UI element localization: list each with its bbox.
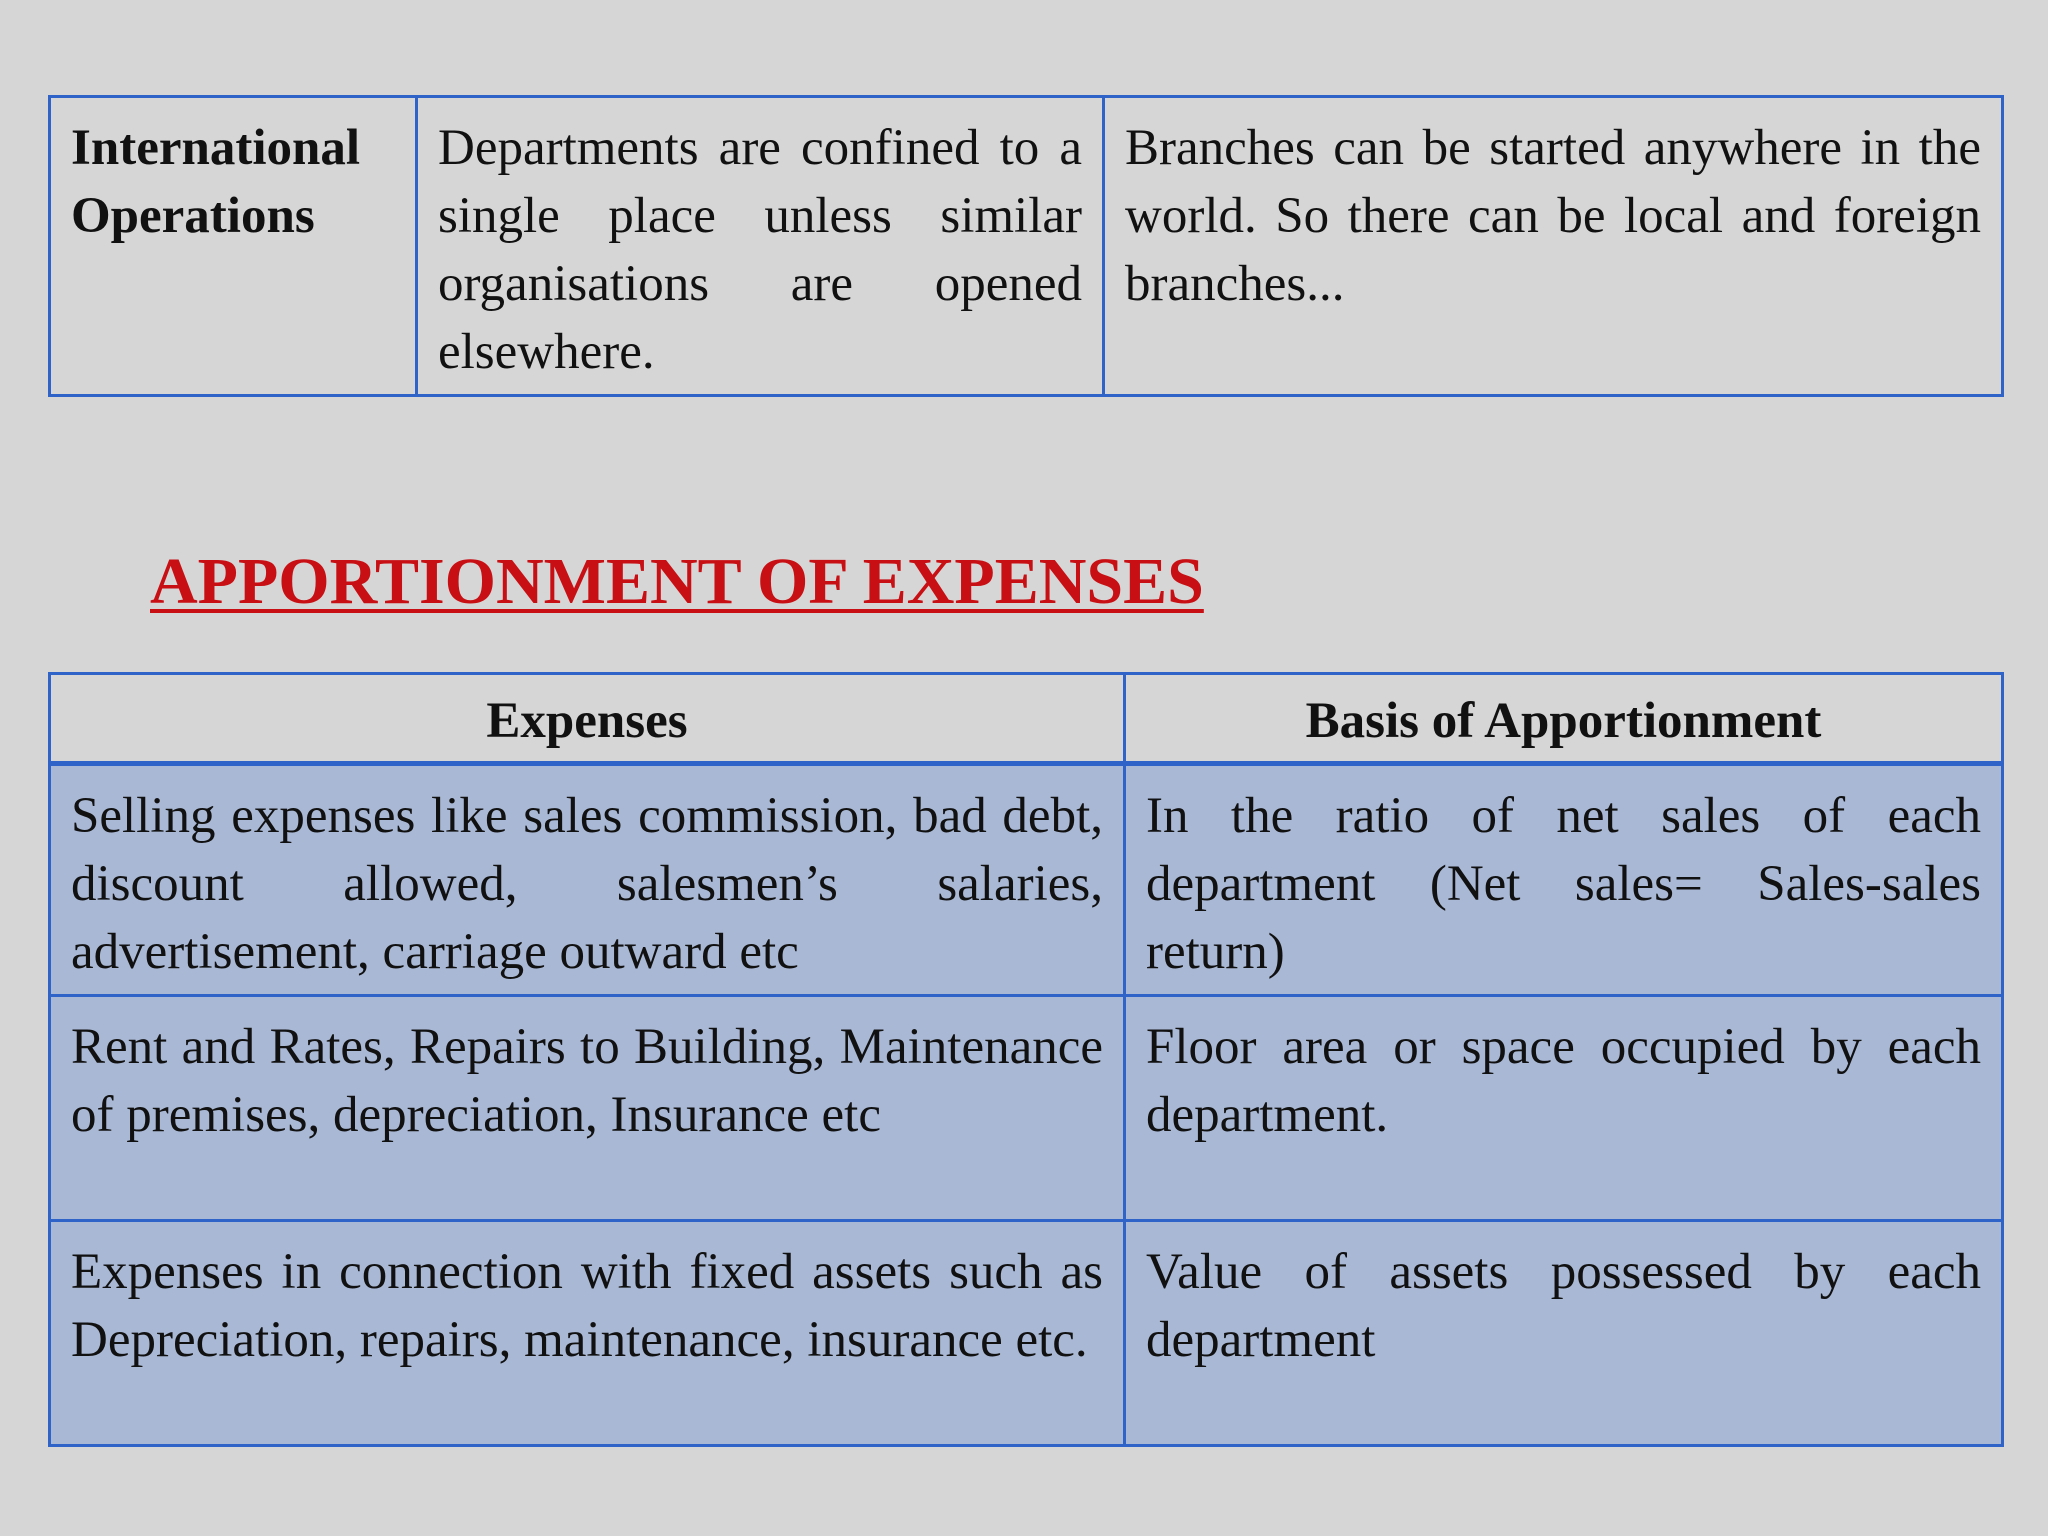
section-heading: APPORTIONMENT OF EXPENSES — [150, 545, 1204, 618]
column-header-basis: Basis of Apportionment — [1125, 674, 2003, 764]
feature-cell: International Operations — [50, 97, 417, 396]
departments-cell: Departments are confined to a single place unless similar organisations are opened elsewhere. — [417, 97, 1104, 396]
comparison-table — [48, 95, 2004, 397]
branches-cell: Branches can be started anywhere in the world. So there can be local and foreign branches... — [1104, 97, 2003, 396]
basis-cell: In the ratio of net sales of each department (Net sales= Sales-sales return) — [1125, 764, 2003, 996]
table-row — [50, 97, 2003, 396]
basis-cell: Value of assets possessed by each department — [1125, 1221, 2003, 1446]
header-row — [50, 674, 2003, 764]
table-row — [50, 1221, 2003, 1446]
basis-cell: Floor area or space occupied by each department. — [1125, 996, 2003, 1221]
expense-cell: Selling expenses like sales commission, bad debt, discount allowed, salesmen’s salaries, advertisement, carriage outward etc — [50, 764, 1125, 996]
expense-cell: Expenses in connection with fixed assets such as Depreciation, repairs, maintenance, insurance etc. — [50, 1221, 1125, 1446]
column-header-expenses: Expenses — [50, 674, 1125, 764]
table-row — [50, 996, 2003, 1221]
expense-cell: Rent and Rates, Repairs to Building, Maintenance of premises, depreciation, Insurance etc — [50, 996, 1125, 1221]
table-row — [50, 764, 2003, 996]
expense-table — [48, 672, 2004, 1447]
